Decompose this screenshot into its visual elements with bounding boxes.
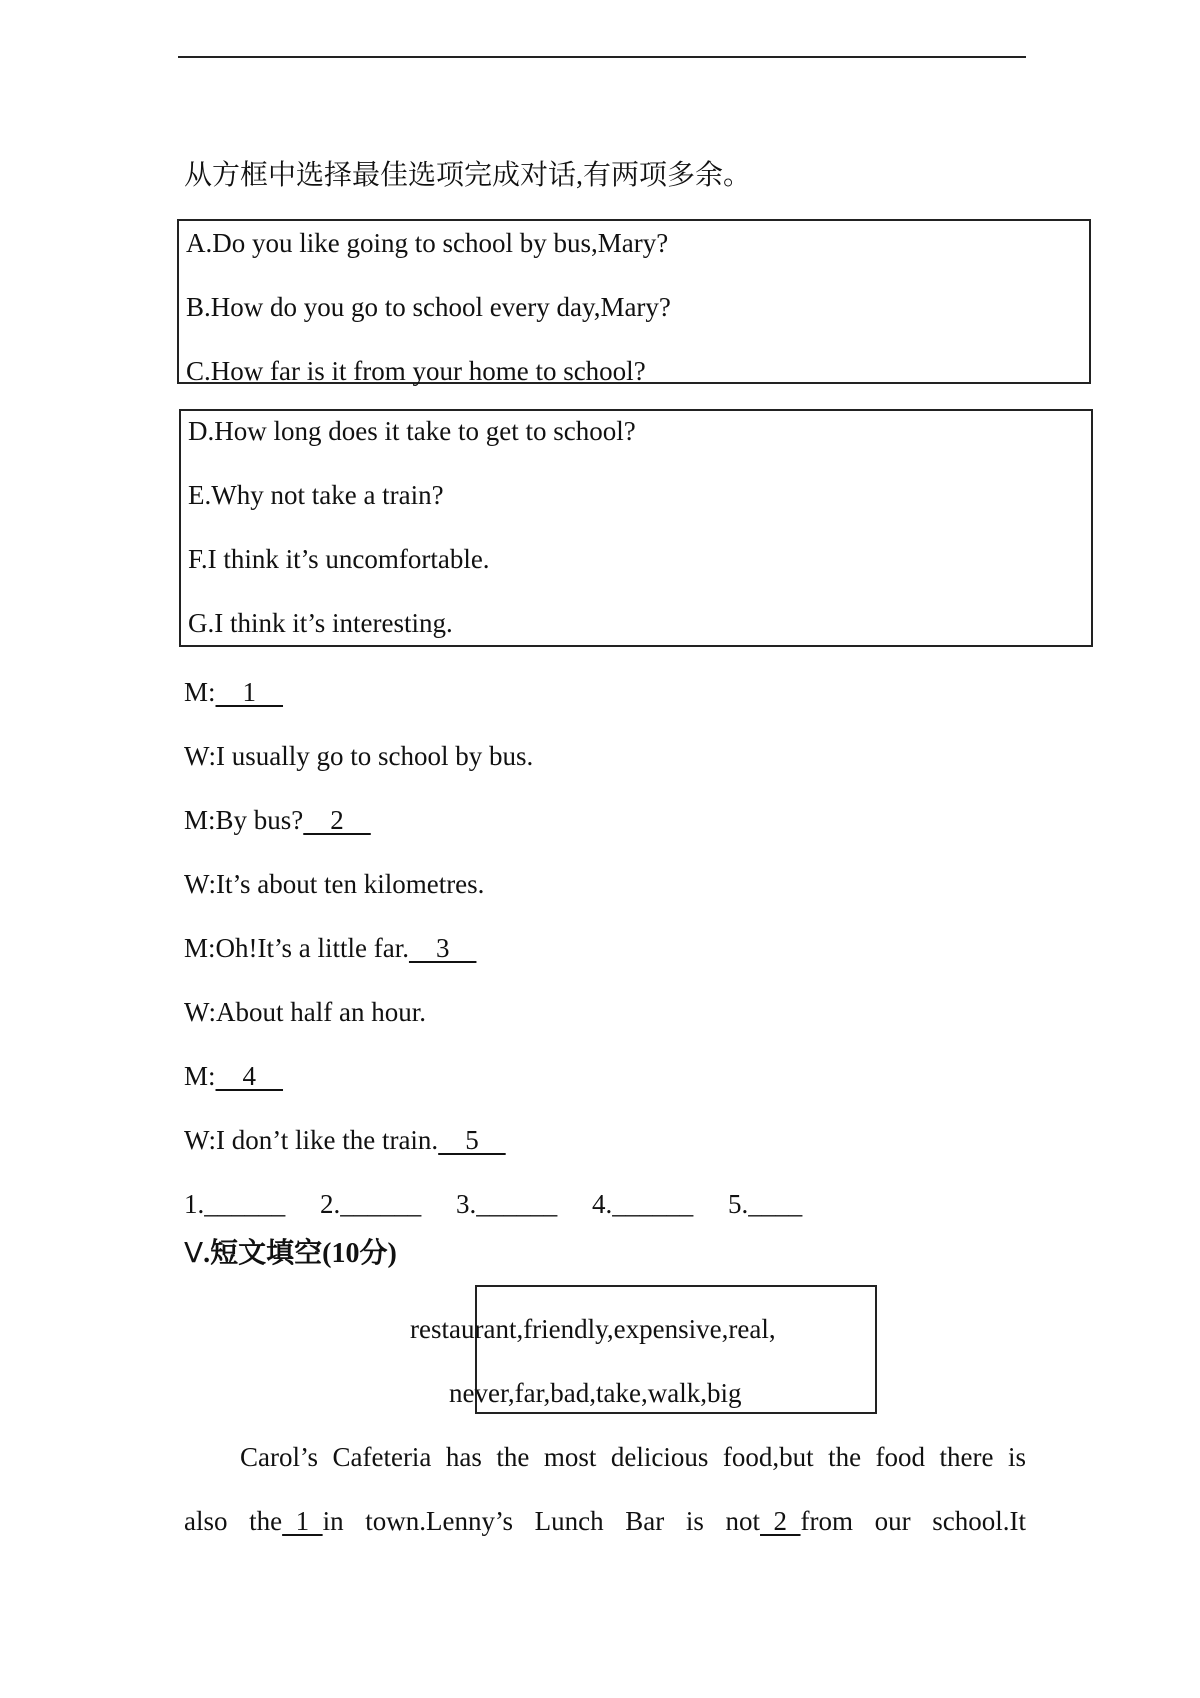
- option-a: A.Do you like going to school by bus,Mary?: [186, 228, 669, 258]
- answer-row: [184, 1188, 830, 1220]
- section-numeral: Ⅴ: [184, 1236, 204, 1269]
- passage-blank-2: 2: [760, 1506, 801, 1536]
- passage-line-1: Carol’s Cafeteria has the most delicious food,but the food there is: [240, 1442, 1026, 1472]
- dialogue-blank-3: 3: [408, 933, 477, 963]
- word-bank-line-2: never,far,bad,take,walk,big: [449, 1378, 742, 1408]
- dialogue-text: W:It’s about ten kilometres.: [184, 869, 485, 899]
- passage-line-2: [184, 1505, 1026, 1537]
- option-g: G.I think it’s interesting.: [188, 608, 453, 638]
- passage-blank-1: 1: [282, 1506, 323, 1536]
- dialogue-text: M:Oh!It’s a little far.: [184, 933, 409, 963]
- passage-text: in town.Lenny’s Lunch Bar is not: [322, 1506, 761, 1536]
- dialogue-line-8: [184, 1124, 506, 1156]
- dialogue-blank-1: 1: [215, 677, 284, 707]
- option-f: F.I think it’s uncomfortable.: [188, 544, 490, 574]
- option-b: B.How do you go to school every day,Mary?: [186, 292, 671, 322]
- option-d: D.How long does it take to get to school?: [188, 416, 636, 446]
- dialogue-line-7: [184, 1060, 283, 1092]
- dialogue-blank-2: 2: [303, 805, 371, 835]
- dialogue-line-5: [184, 932, 476, 964]
- section-title: .短文填空(10分): [203, 1238, 397, 1269]
- instruction-text: 从方框中选择最佳选项完成对话,有两项多余。: [184, 160, 752, 191]
- dialogue-blank-5: 5: [438, 1125, 506, 1155]
- dialogue-blank-4: 4: [215, 1061, 284, 1091]
- section-heading: [184, 1237, 397, 1270]
- dialogue-line-2: [184, 740, 533, 772]
- dialogue-text: M:: [184, 1061, 216, 1091]
- option-c: C.How far is it from your home to school?: [186, 356, 646, 386]
- answer-slot-5: 5.____: [728, 1189, 803, 1219]
- dialogue-text: M:By bus?: [184, 805, 304, 835]
- options-box-1: [177, 219, 1091, 384]
- answer-slot-1: 1.______: [184, 1189, 286, 1219]
- header-rule: [178, 56, 1026, 58]
- dialogue-line-3: [184, 804, 371, 836]
- answer-slot-3: 3.______: [456, 1189, 558, 1219]
- dialogue-line-4: [184, 868, 484, 900]
- option-e: E.Why not take a train?: [188, 480, 444, 510]
- dialogue-text: M:: [184, 677, 216, 707]
- word-bank-line-1: restaurant,friendly,expensive,real,: [410, 1314, 776, 1344]
- dialogue-line-6: [184, 996, 426, 1028]
- answer-slot-4: 4.______: [592, 1189, 694, 1219]
- passage-text: from our school.It: [800, 1506, 1026, 1536]
- dialogue-text: W:I don’t like the train.: [184, 1125, 439, 1155]
- passage-text: also the: [184, 1506, 283, 1536]
- answer-slot-2: 2.______: [320, 1189, 422, 1219]
- dialogue-text: W:About half an hour.: [184, 997, 426, 1027]
- dialogue-text: W:I usually go to school by bus.: [184, 741, 534, 771]
- options-box-2: [179, 409, 1093, 647]
- dialogue-line-1: [184, 676, 283, 708]
